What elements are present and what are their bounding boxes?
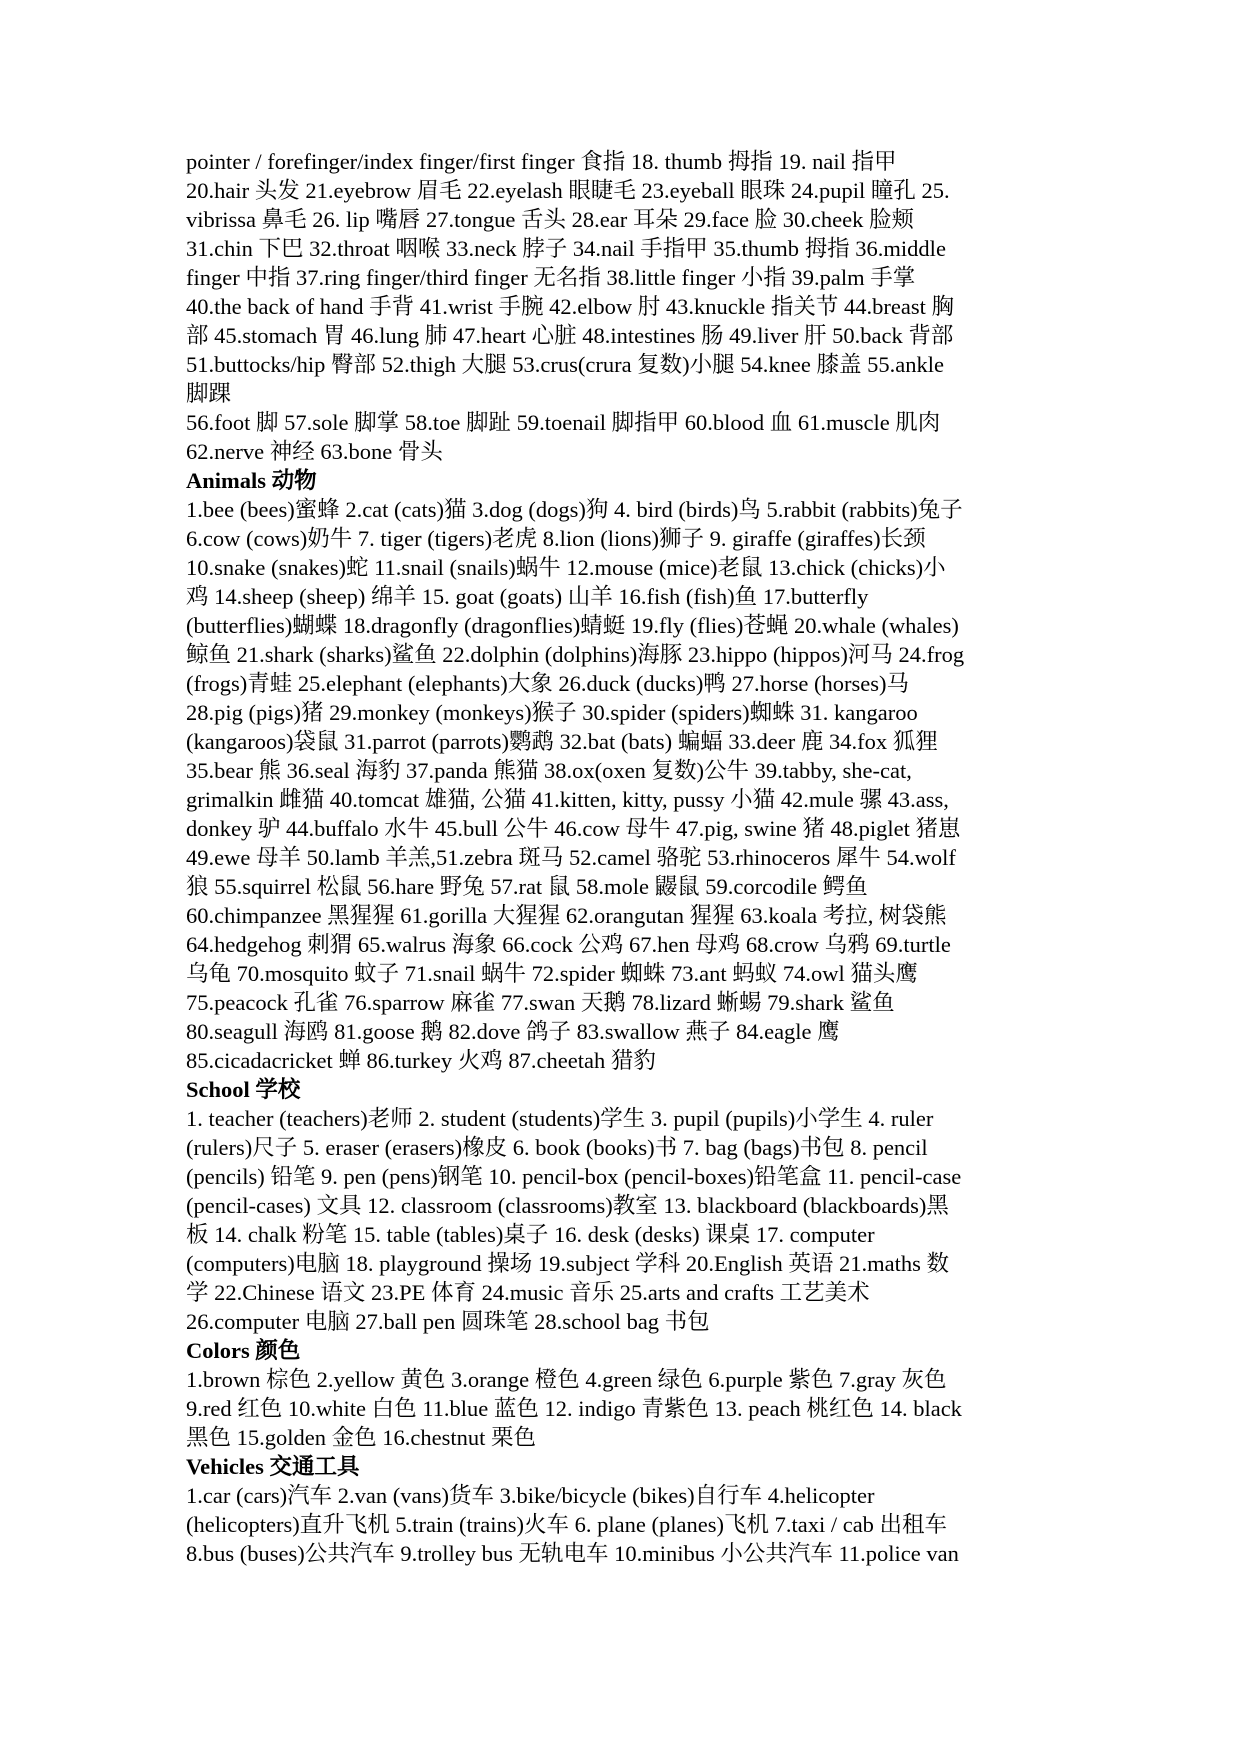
text-line: (kangaroos)袋鼠 31.parrot (parrots)鹦鹉 32.bat (bats) 蝙蝠 33.deer 鹿 34.fox 狐狸 xyxy=(186,729,938,754)
text-line: grimalkin 雌猫 40.tomcat 雄猫, 公猫 41.kitten, kitty, pussy 小猫 42.mule 骡 43.ass, xyxy=(186,787,949,812)
text-line: 26.computer 电脑 27.ball pen 圆珠笔 28.school bag 书包 xyxy=(186,1309,710,1334)
text-line: 80.seagull 海鸥 81.goose 鹅 82.dove 鸽子 83.swallow 燕子 84.eagle 鹰 xyxy=(186,1019,840,1044)
text-line: (frogs)青蛙 25.elephant (elephants)大象 26.duck (ducks)鸭 27.horse (horses)马 xyxy=(186,671,909,696)
section-heading-colors: Colors 颜色 xyxy=(186,1338,301,1363)
text-line: 9.red 红色 10.white 白色 11.blue 蓝色 12. indigo 青紫色 13. peach 桃红色 14. black xyxy=(186,1396,962,1421)
text-line: (pencil-cases) 文具 12. classroom (classrooms)教室 13. blackboard (blackboards)黑 xyxy=(186,1193,949,1218)
text-line: (computers)电脑 18. playground 操场 19.subject 学科 20.English 英语 21.maths 数 xyxy=(186,1251,950,1276)
text-line: 狼 55.squirrel 松鼠 56.hare 野兔 57.rat 鼠 58.mole 鼹鼠 59.corcodile 鳄鱼 xyxy=(186,874,868,899)
text-line: 6.cow (cows)奶牛 7. tiger (tigers)老虎 8.lion (lions)狮子 9. giraffe (giraffes)长颈 xyxy=(186,526,926,551)
text-line: (butterflies)蝴蝶 18.dragonfly (dragonflies)蜻蜓 19.fly (flies)苍蝇 20.whale (whales) xyxy=(186,613,959,638)
text-line: 部 45.stomach 胃 46.lung 肺 47.heart 心脏 48.intestines 肠 49.liver 肝 50.back 背部 xyxy=(186,323,954,348)
text-line: donkey 驴 44.buffalo 水牛 45.bull 公牛 46.cow 母牛 47.pig, swine 猪 48.piglet 猪崽 xyxy=(186,816,961,841)
text-line: (rulers)尺子 5. eraser (erasers)橡皮 6. book (books)书 7. bag (bags)书包 8. pencil xyxy=(186,1135,928,1160)
text-line: (helicopters)直升飞机 5.train (trains)火车 6. plane (planes)飞机 7.taxi / cab 出租车 xyxy=(186,1512,948,1537)
text-line: 1.car (cars)汽车 2.van (vans)货车 3.bike/bicycle (bikes)自行车 4.helicopter xyxy=(186,1483,875,1508)
text-line: 黑色 15.golden 金色 16.chestnut 栗色 xyxy=(186,1425,536,1450)
text-line: 学 22.Chinese 语文 23.PE 体育 24.music 音乐 25.arts and crafts 工艺美术 xyxy=(186,1280,870,1305)
text-line: 31.chin 下巴 32.throat 咽喉 33.neck 脖子 34.nail 手指甲 35.thumb 拇指 36.middle xyxy=(186,236,946,261)
text-line: 49.ewe 母羊 50.lamb 羊羔,51.zebra 斑马 52.camel 骆驼 53.rhinoceros 犀牛 54.wolf xyxy=(186,845,956,870)
text-line: 鲸鱼 21.shark (sharks)鲨鱼 22.dolphin (dolphins)海豚 23.hippo (hippos)河马 24.frog xyxy=(186,642,965,667)
text-line: 40.the back of hand 手背 41.wrist 手腕 42.elbow 肘 43.knuckle 指关节 44.breast 胸 xyxy=(186,294,954,319)
text-line: 1.brown 棕色 2.yellow 黄色 3.orange 橙色 4.green 绿色 6.purple 紫色 7.gray 灰色 xyxy=(186,1367,947,1392)
text-line: 62.nerve 神经 63.bone 骨头 xyxy=(186,439,443,464)
text-line: pointer / forefinger/index finger/first finger 食指 18. thumb 拇指 19. nail 指甲 xyxy=(186,149,897,174)
document-page xyxy=(186,147,1066,1568)
section-heading-vehicles: Vehicles 交通工具 xyxy=(186,1454,360,1479)
text-line: 板 14. chalk 粉笔 15. table (tables)桌子 16. desk (desks) 课桌 17. computer xyxy=(186,1222,875,1247)
text-line: finger 中指 37.ring finger/third finger 无名指 38.little finger 小指 39.palm 手掌 xyxy=(186,265,916,290)
text-line: 乌龟 70.mosquito 蚊子 71.snail 蜗牛 72.spider 蜘蛛 73.ant 蚂蚁 74.owl 猫头鹰 xyxy=(186,961,918,986)
section-heading-school: School 学校 xyxy=(186,1077,301,1102)
text-line: 10.snake (snakes)蛇 11.snail (snails)蜗牛 12.mouse (mice)老鼠 13.chick (chicks)小 xyxy=(186,555,946,580)
text-line: 75.peacock 孔雀 76.sparrow 麻雀 77.swan 天鹅 78.lizard 蜥蜴 79.shark 鲨鱼 xyxy=(186,990,895,1015)
text-line: vibrissa 鼻毛 26. lip 嘴唇 27.tongue 舌头 28.ear 耳朵 29.face 脸 30.cheek 脸颊 xyxy=(186,207,914,232)
text-line: 20.hair 头发 21.eyebrow 眉毛 22.eyelash 眼睫毛 23.eyeball 眼珠 24.pupil 瞳孔 25. xyxy=(186,178,950,203)
text-line: 8.bus (buses)公共汽车 9.trolley bus 无轨电车 10.minibus 小公共汽车 11.police van xyxy=(186,1541,959,1566)
text-line: 56.foot 脚 57.sole 脚掌 58.toe 脚趾 59.toenail 脚指甲 60.blood 血 61.muscle 肌肉 xyxy=(186,410,941,435)
text-line: 35.bear 熊 36.seal 海豹 37.panda 熊猫 38.ox(oxen 复数)公牛 39.tabby, she-cat, xyxy=(186,758,912,783)
text-line: (pencils) 铅笔 9. pen (pens)钢笔 10. pencil-box (pencil-boxes)铅笔盒 11. pencil-case xyxy=(186,1164,962,1189)
text-line: 1. teacher (teachers)老师 2. student (students)学生 3. pupil (pupils)小学生 4. ruler xyxy=(186,1106,934,1131)
text-line: 51.buttocks/hip 臀部 52.thigh 大腿 53.crus(crura 复数)小腿 54.knee 膝盖 55.ankle xyxy=(186,352,945,377)
text-line: 1.bee (bees)蜜蜂 2.cat (cats)猫 3.dog (dogs)狗 4. bird (birds)鸟 5.rabbit (rabbits)兔子 xyxy=(186,497,963,522)
text-line: 28.pig (pigs)猪 29.monkey (monkeys)猴子 30.spider (spiders)蜘蛛 31. kangaroo xyxy=(186,700,918,725)
section-heading-animals: Animals 动物 xyxy=(186,468,317,493)
text-line: 60.chimpanzee 黑猩猩 61.gorilla 大猩猩 62.orangutan 猩猩 63.koala 考拉, 树袋熊 xyxy=(186,903,947,928)
text-line: 脚踝 xyxy=(186,381,232,406)
text-line: 64.hedgehog 刺猬 65.walrus 海象 66.cock 公鸡 67.hen 母鸡 68.crow 乌鸦 69.turtle xyxy=(186,932,951,957)
text-line: 鸡 14.sheep (sheep) 绵羊 15. goat (goats) 山羊 16.fish (fish)鱼 17.butterfly xyxy=(186,584,869,609)
text-line: 85.cicadacricket 蝉 86.turkey 火鸡 87.cheetah 猎豹 xyxy=(186,1048,656,1073)
